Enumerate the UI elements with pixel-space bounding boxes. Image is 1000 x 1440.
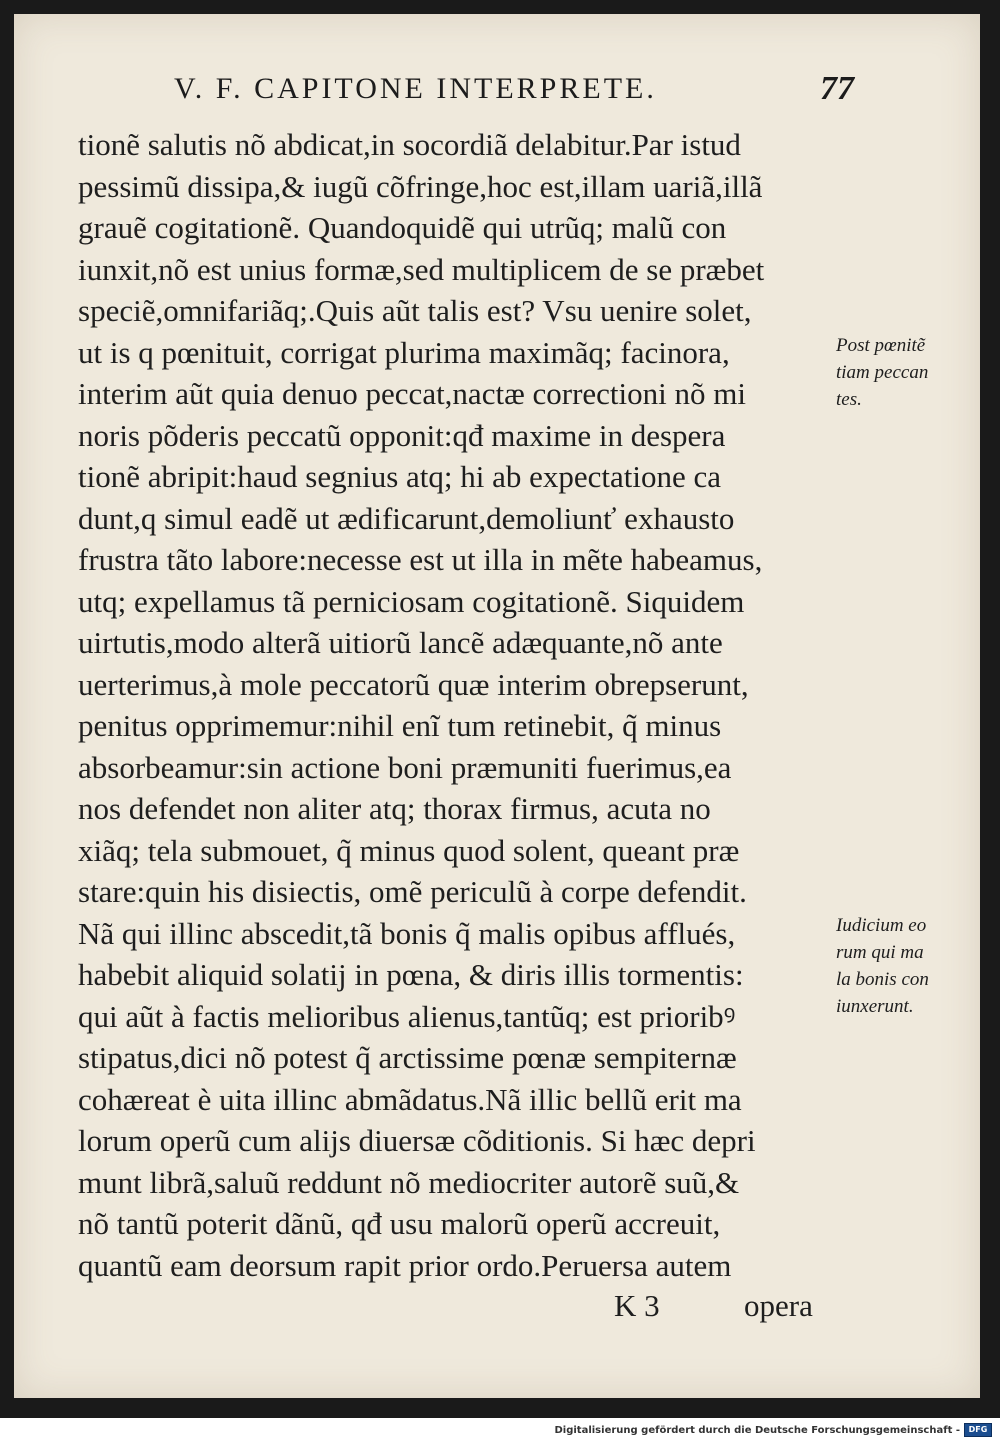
digitization-footer	[554, 1422, 992, 1438]
text-line: stare:quin his disiectis, omẽ periculũ à corpe defendit.	[78, 874, 747, 909]
text-line: tionẽ abripit:haud segnius atq; hi ab expectatione ca	[78, 459, 722, 494]
text-line: stipatus,dici nõ potest q̃ arctissime pœnæ sempiternæ	[78, 1040, 737, 1075]
margin-note-line: Iudicium eo	[836, 915, 927, 936]
text-line: cohæreat è uita illinc abmãdatus.Nã illic bellũ erit ma	[78, 1081, 742, 1117]
margin-note-line: tiam peccan	[836, 362, 929, 383]
text-line: uirtutis,modo alterã uitiorũ lancẽ adæquante,nõ ante	[78, 625, 723, 660]
margin-note-line: rum qui ma	[836, 942, 924, 963]
text-line: speciẽ,omnifariãq;.Quis aũt talis est? Vsu uenire solet,	[78, 293, 752, 328]
text-line: dunt,q simul eadẽ ut ædificarunt,demoliunť exhausto	[78, 500, 735, 536]
text-line: quantũ eam deorsum rapit prior ordo.Peruersa autem	[78, 1247, 732, 1283]
margin-note-line: Post pœnitẽ	[836, 335, 926, 356]
signature-mark: K 3	[614, 1288, 660, 1323]
text-line: pessimũ dissipa,& iugũ cõfringe,hoc est,illam uariã,illã	[78, 168, 763, 204]
text-line: habebit aliquid solatij in pœna, & diris illis tormentis:	[78, 957, 744, 992]
margin-note-line: tes.	[836, 389, 862, 410]
page-number: 77	[820, 70, 854, 107]
catchword: opera	[744, 1288, 813, 1323]
body-text	[78, 124, 838, 1286]
text-line: nos defendet non aliter atq; thorax firmus, acuta no	[78, 791, 711, 826]
text-line: lorum operũ cum alijs diuersæ cõditionis. Si hæc depri	[78, 1123, 756, 1158]
text-line: uerterimus,à mole peccatorũ quæ interim obrepserunt,	[78, 666, 749, 702]
running-head	[162, 72, 862, 122]
text-line: penitus opprimemur:nihil enĩ tum retinebit, q̃ minus	[78, 708, 722, 743]
dfg-logo-icon: DFG	[964, 1423, 992, 1437]
text-line: absorbeamur:sin actione boni præmuniti fuerimus,ea	[78, 749, 732, 785]
text-line: nõ tantũ poterit dãnũ, qđ usu malorũ operũ accreuit,	[78, 1206, 721, 1241]
text-line: noris põderis peccatũ opponit:qđ maxime in despera	[78, 417, 726, 453]
text-line: frustra tãto labore:necesse est ut illa in mẽte habeamus,	[78, 542, 763, 577]
text-line: qui aũt à factis melioribus alienus,tantũq; est prioribꝰ	[78, 998, 736, 1034]
margin-note-line: la bonis con	[836, 969, 929, 990]
text-line: utq; expellamus tã perniciosam cogitationẽ. Siquidem	[78, 583, 745, 619]
funding-credit: Digitalisierung gefördert durch die Deutsche Forschungsgemeinschaft -	[554, 1424, 960, 1436]
text-line: grauẽ cogitationẽ. Quandoquidẽ qui utrũq; malũ con	[78, 210, 727, 245]
text-line: munt librã,saluũ reddunt nõ mediocriter autorẽ suũ,&	[78, 1164, 740, 1200]
margin-note-line: iunxerunt.	[836, 996, 914, 1017]
text-line: Nã qui illinc abscedit,tã bonis q̃ malis opibus afflués,	[78, 915, 736, 951]
text-line: ut is q pœnituit, corrigat plurima maximãq; facinora,	[78, 334, 730, 370]
margin-note-penitence	[836, 332, 976, 413]
text-line: xiãq; tela submouet, q̃ minus quod solent, queant præ	[78, 832, 740, 868]
book-page	[14, 14, 980, 1398]
text-line: interim aũt quia denuo peccat,nactæ correctioni nõ mi	[78, 376, 746, 411]
text-line: tionẽ salutis nõ abdicat,in socordiã delabitur.Par istud	[78, 127, 741, 162]
running-title: V. F. CAPITONE INTERPRETE.	[174, 72, 657, 105]
margin-note-judgment	[836, 912, 976, 1020]
text-line: iunxit,nõ est unius formæ,sed multiplicem de se præbet	[78, 251, 765, 287]
